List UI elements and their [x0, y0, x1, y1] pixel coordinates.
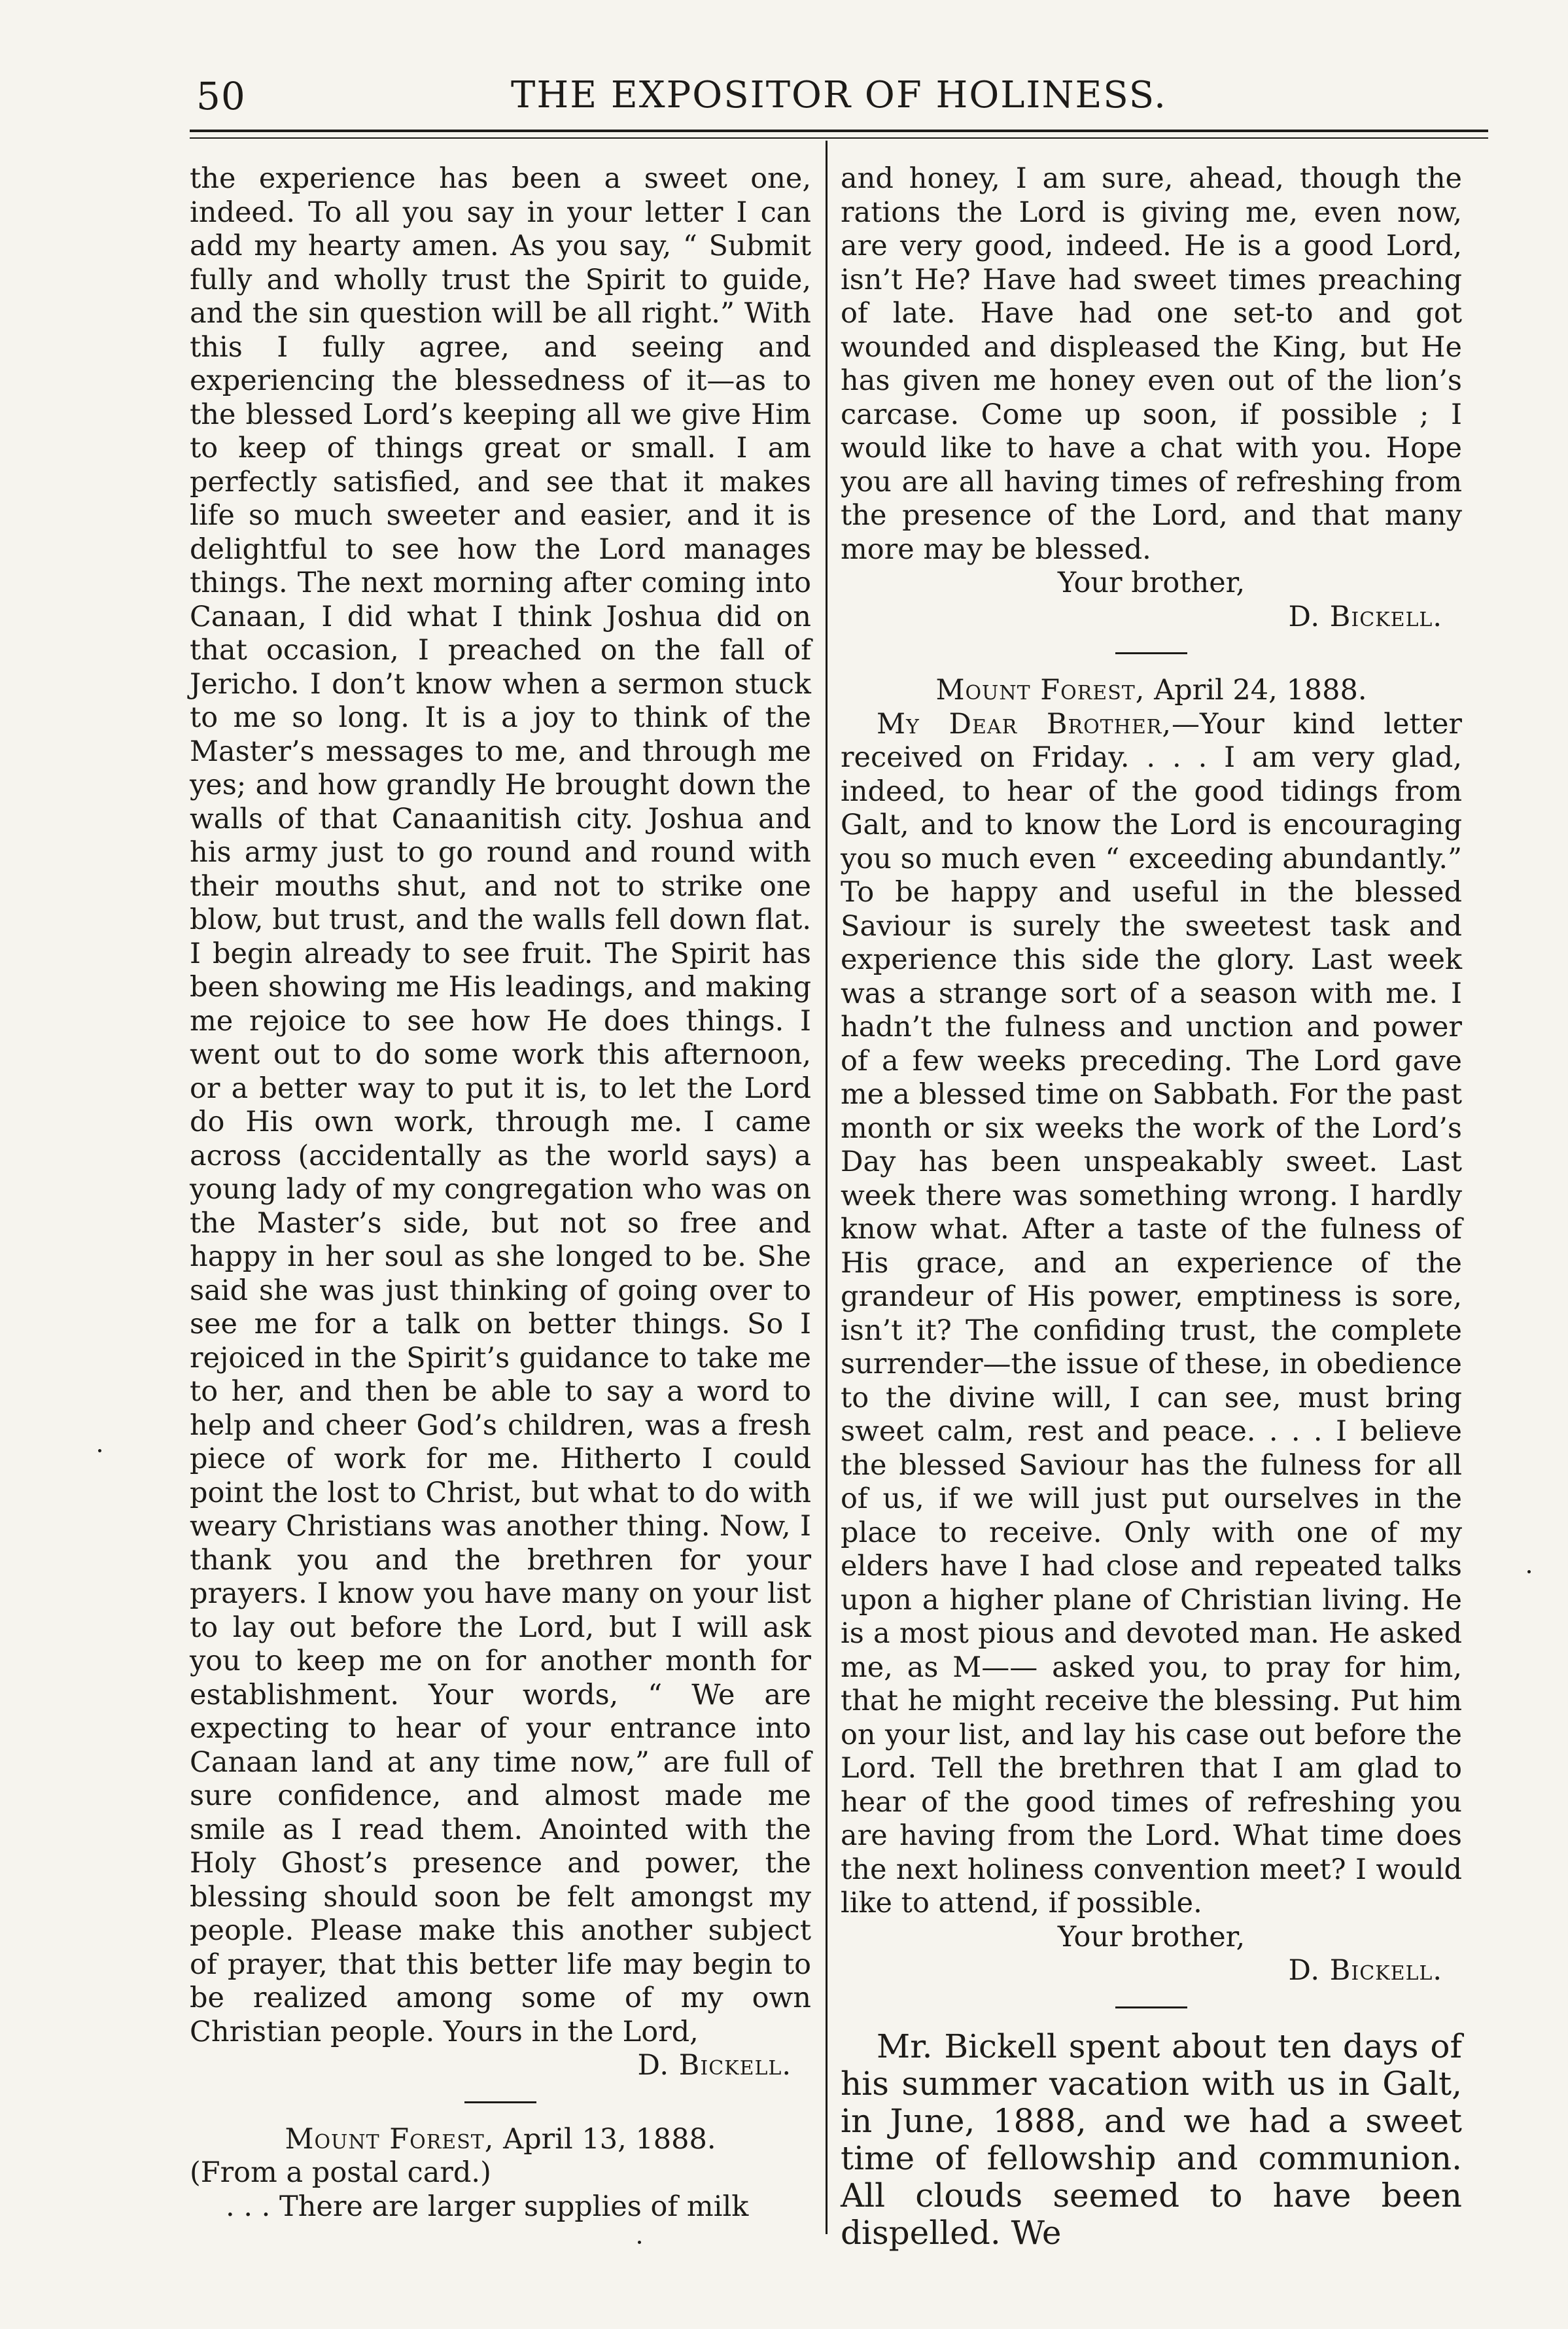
- editor-note: Mr. Bickell spent about ten days of his summer vacation with us in Galt, in June, 1888, and we had a sweet time of fellowship and communion. All clouds seemed to have been dispelled. We: [841, 2027, 1462, 2252]
- dateline-place: Mount Forest,: [935, 674, 1145, 707]
- section-separator: [464, 2101, 536, 2103]
- postal-note: (From a postal card.): [190, 2156, 491, 2189]
- closing: Your brother,: [1057, 567, 1246, 599]
- dateline-date: April 13, 1888.: [503, 2122, 716, 2156]
- right-column: [841, 162, 1462, 2252]
- header-rule-thin: [190, 137, 1488, 139]
- signature: D. Bickell.: [637, 2049, 792, 2082]
- print-speck: [98, 1449, 101, 1452]
- closing: Your brother,: [1057, 1920, 1246, 1953]
- page-number: 50: [196, 74, 246, 118]
- dateline-date: April 24, 1888.: [1154, 674, 1367, 707]
- section-separator: [1115, 2006, 1187, 2008]
- header-rule: [190, 130, 1488, 132]
- signature: D. Bickell.: [1288, 1954, 1442, 1987]
- dateline: [841, 674, 1462, 708]
- print-speck: [1527, 1570, 1531, 1573]
- dateline: [190, 2123, 811, 2157]
- page-header: [190, 69, 1488, 128]
- dateline-place: Mount Forest,: [285, 2122, 495, 2156]
- letter-continued-start: . . . There are larger supplies of milk: [226, 2190, 749, 2223]
- letter-body: the experience has been a sweet one, indeed. To all you say in your letter I can add my hearty amen. As you say, “ Submit fully and wholly trust the Spirit to guide, and the sin question will be all right.” With this I fully agree, and seeing and experiencing the blessedness of it—as to the blessed Lord’s keeping all we give Him to keep of things great or small. I am perfectly satisfied, and see that it makes life so much sweeter and easier, and it is delightful to see how the Lord manages things. The next morning after coming into Canaan, I did what I think Joshua did on that occasion, I preached on the fall of Jericho. I don’t know when a sermon stuck to me so long. It is a joy to think of the Master’s messages to me, and through me yes; and how grandly He brought down the walls of that Canaanitish city. Joshua and his army just to go round and round with their mouths shut, and not to strike one blow, but trust, and the walls fell down flat. I begin already to see fruit. The Spirit has been showing me His leadings, and making me rejoice to see how He does things. I went out to do some work this afternoon, or a better way to put it is, to let the Lord do His own work, through me. I came across (accidentally as the world says) a young lady of my congregation who was on the Master’s side, but not so free and happy in her soul as she longed to be. She said she was just thinking of going over to see me for a talk on better things. So I rejoiced in the Spirit’s guidance to take me to her, and then be able to say a word to help and cheer God’s children, was a fresh piece of work for me. Hitherto I could point the lost to Christ, but what to do with weary Christians was another thing. Now, I thank you and the brethren for your prayers. I know you have many on your list to lay out before the Lord, but I will ask you to keep me on for another month for establishment. Your words, “ We are expecting to hear of your entrance into Canaan land at any time now,” are full of sure confidence, and almost made me smile as I read them. Anointed with the Holy Ghost’s presence and power, the blessing should soon be felt amongst my people. Please make this another subject of prayer, that this better life may begin to be realized among some of my own Christian people. Yours in the Lord,: [190, 162, 811, 2048]
- section-separator: [1115, 652, 1187, 654]
- letter-text: —Your kind letter received on Friday. . . . I am very glad, indeed, to hear of the good tidings from Galt, and to know the Lord is encouraging you so much even “ exceeding abundantly.” To be happy and useful in the blessed Saviour is surely the sweetest task and experience this side the glory. Last week was a strange sort of a season with me. I hadn’t the fulness and unction and power of a few weeks preceding. The Lord gave me a blessed time on Sabbath. For the past month or six weeks the work of the Lord’s Day has been unspeakably sweet. Last week there was something wrong. I hardly know what. After a taste of the fulness of His grace, and an experience of the grandeur of His power, emptiness is sore, isn’t it? The confiding trust, the complete surrender—the issue of these, in obedience to the divine will, I can see, must bring sweet calm, rest and peace. . . . I believe the blessed Saviour has the fulness for all of us, if we will just put ourselves in the place to receive. Only with one of my elders have I had close and repeated talks upon a higher plane of Christian living. He is a most pious and devoted man. He asked me, as M—— asked you, to pray for him, that he might receive the blessing. Put him on your list, and lay his case out before the Lord. Tell the brethren that I am glad to hear of the good times of refreshing you are having from the Lord. What time does the next holiness convention meet? I would like to attend, if possible.: [841, 707, 1462, 1919]
- signature: D. Bickell.: [1288, 600, 1442, 633]
- print-speck: [638, 2241, 641, 2244]
- letter-continued-body: and honey, I am sure, ahead, though the rations the Lord is giving me, even now, are very good, indeed. He is a good Lord, isn’t He? Have had sweet times preaching of late. Have had one set-to and got wounded and displeased the King, but He has given me honey even out of the lion’s carcase. Come up soon, if possible ; I would like to have a chat with you. Hope you are all having times of refreshing from the presence of the Lord, and that many more may be blessed.: [841, 162, 1462, 566]
- letter-body: [841, 708, 1462, 1921]
- left-column: [190, 162, 811, 2224]
- column-divider: [826, 141, 828, 2234]
- running-title: THE EXPOSITOR OF HOLINESS.: [511, 74, 1167, 116]
- salutation: My Dear Brother,: [877, 707, 1172, 741]
